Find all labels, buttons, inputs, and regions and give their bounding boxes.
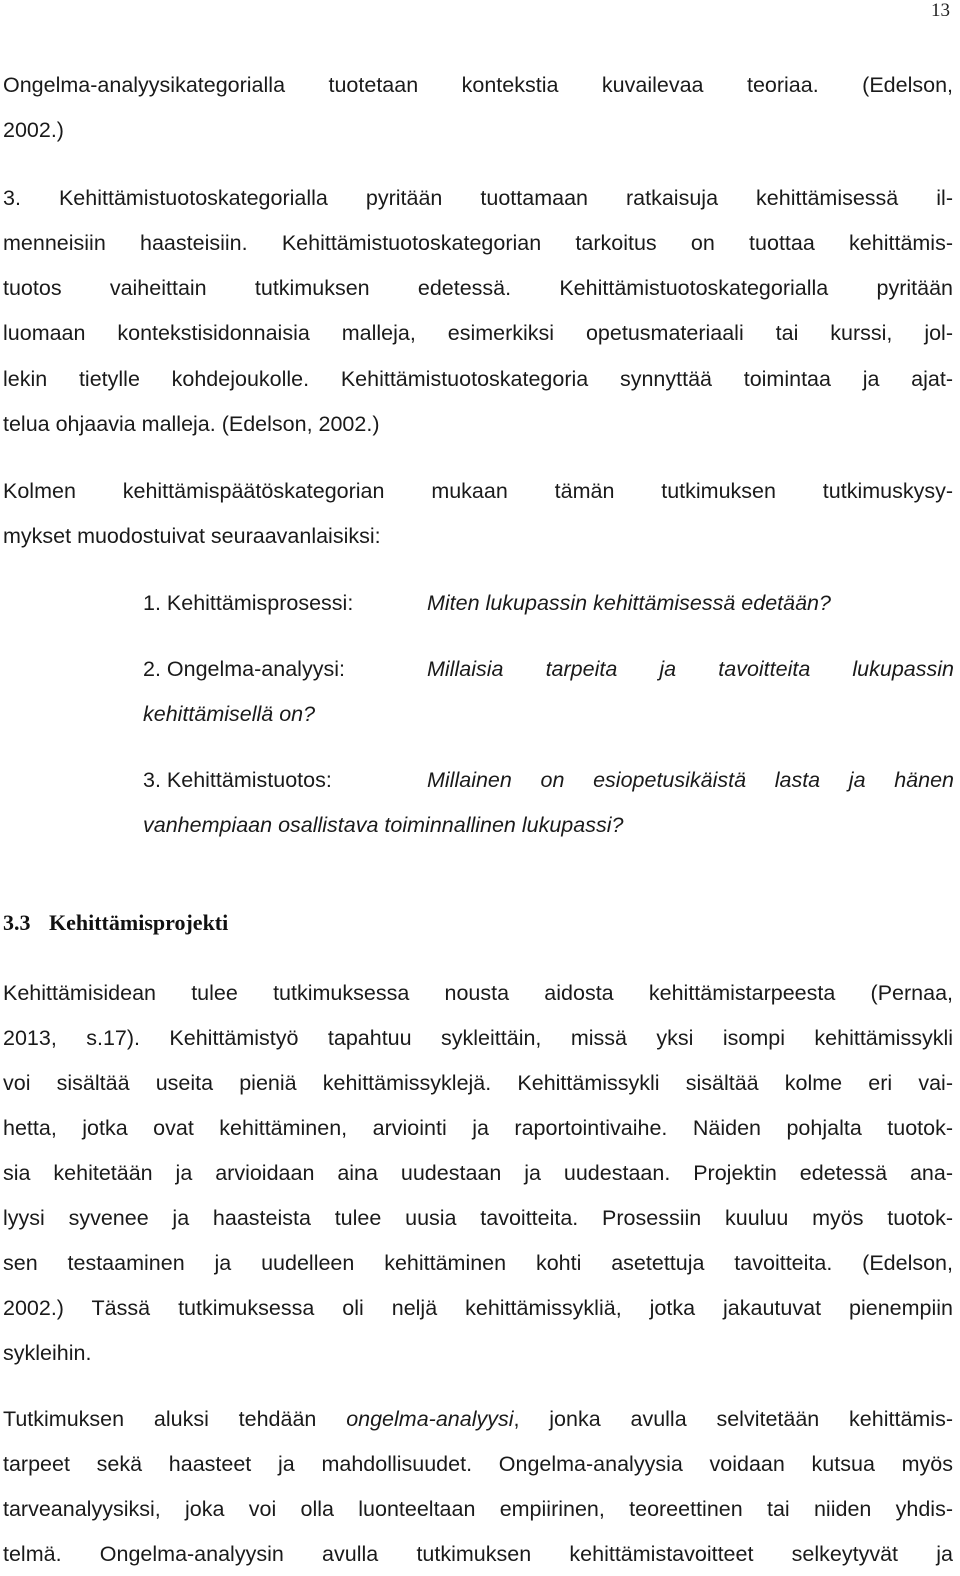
para3-line-2: mykset muodostuivat seuraavanlaisiksi:	[3, 524, 381, 548]
para1-line-1: Ongelma-analyysikategorialla tuotetaan kontekstia kuvailevaa teoriaa. (Edelson,	[3, 73, 953, 97]
question-2-continuation: kehittämisellä on?	[143, 702, 316, 726]
para5-line-1-post: , jonka avulla selvitetään kehittämis-	[513, 1407, 953, 1431]
question-3-label: 3. Kehittämistuotos:	[143, 768, 332, 792]
para4-line-9: sykleihin.	[3, 1341, 92, 1365]
para4-line-5: sia kehitetään ja arvioidaan aina uudestaan ja uudestaan. Projektin edetessä ana-	[3, 1161, 953, 1185]
question-1-text: Miten lukupassin kehittämisessä edetään?	[427, 591, 831, 615]
para5-line-2: tarpeet sekä haasteet ja mahdollisuudet. Ongelma-analyysia voidaan kutsua myös	[3, 1452, 953, 1476]
para5-line-1	[3, 1406, 953, 1432]
section-heading	[3, 910, 228, 936]
para4-line-3: voi sisältää useita pieniä kehittämissyklejä. Kehittämissykli sisältää kolme eri vai-	[3, 1071, 953, 1095]
para4-line-8: 2002.) Tässä tutkimuksessa oli neljä kehittämissykliä, jotka jakautuvat pienempiin	[3, 1296, 953, 1320]
section-title: Kehittämisprojekti	[49, 910, 229, 935]
para2-line-6: telua ohjaavia malleja. (Edelson, 2002.)	[3, 412, 380, 436]
para4-line-4: hetta, jotka ovat kehittäminen, arviointi ja raportointivaihe. Näiden pohjalta tuotok-	[3, 1116, 953, 1140]
para5-term-ongelma-analyysi: ongelma-analyysi	[346, 1407, 514, 1431]
para3-line-1: Kolmen kehittämispäätöskategorian mukaan tämän tutkimuksen tutkimuskysy-	[3, 479, 953, 503]
para5-line-4: telmä. Ongelma-analyysin avulla tutkimuksen kehittämistavoitteet selkeytyvät ja	[3, 1542, 953, 1566]
para4-line-6: lyysi syvenee ja haasteista tulee uusia tavoitteita. Prosessiin kuuluu myös tuotok-	[3, 1206, 953, 1230]
para1-line-2: 2002.)	[3, 118, 64, 142]
para2-line-1: 3. Kehittämistuotoskategorialla pyritään tuottamaan ratkaisuja kehittämisessä il-	[3, 186, 953, 210]
question-3-continuation: vanhempiaan osallistava toiminnallinen lukupassi?	[143, 813, 624, 837]
para2-line-4: luomaan kontekstisidonnaisia malleja, esimerkiksi opetusmateriaali tai kurssi, jol-	[3, 321, 953, 345]
para5-line-3: tarveanalyysiksi, joka voi olla luonteeltaan empiirinen, teoreettinen tai niiden yhdis-	[3, 1497, 953, 1521]
question-1-label: 1. Kehittämisprosessi:	[143, 591, 354, 615]
para5-line-1-pre: Tutkimuksen aluksi tehdään	[3, 1407, 347, 1431]
para4-line-2: 2013, s.17). Kehittämistyö tapahtuu sykleittäin, missä yksi isompi kehittämissykli	[3, 1026, 953, 1050]
question-2-text: Millaisia tarpeita ja tavoitteita lukupassin	[427, 657, 954, 681]
para2-line-5: lekin tietylle kohdejoukolle. Kehittämistuotoskategoria synnyttää toimintaa ja ajat-	[3, 367, 953, 391]
question-3-text: Millainen on esiopetusikäistä lasta ja hänen	[427, 768, 954, 792]
para4-line-7: sen testaaminen ja uudelleen kehittäminen kohti asetettuja tavoitteita. (Edelson,	[3, 1251, 953, 1275]
question-2-label: 2. Ongelma-analyysi:	[143, 657, 345, 681]
para4-line-1: Kehittämisidean tulee tutkimuksessa nousta aidosta kehittämistarpeesta (Pernaa,	[3, 981, 953, 1005]
para2-line-2: menneisiin haasteisiin. Kehittämistuotoskategorian tarkoitus on tuottaa kehittämis-	[3, 231, 953, 255]
page-number: 13	[931, 0, 950, 21]
para2-line-3: tuotos vaiheittain tutkimuksen edetessä. Kehittämistuotoskategorialla pyritään	[3, 276, 953, 300]
section-number: 3.3	[3, 910, 31, 935]
